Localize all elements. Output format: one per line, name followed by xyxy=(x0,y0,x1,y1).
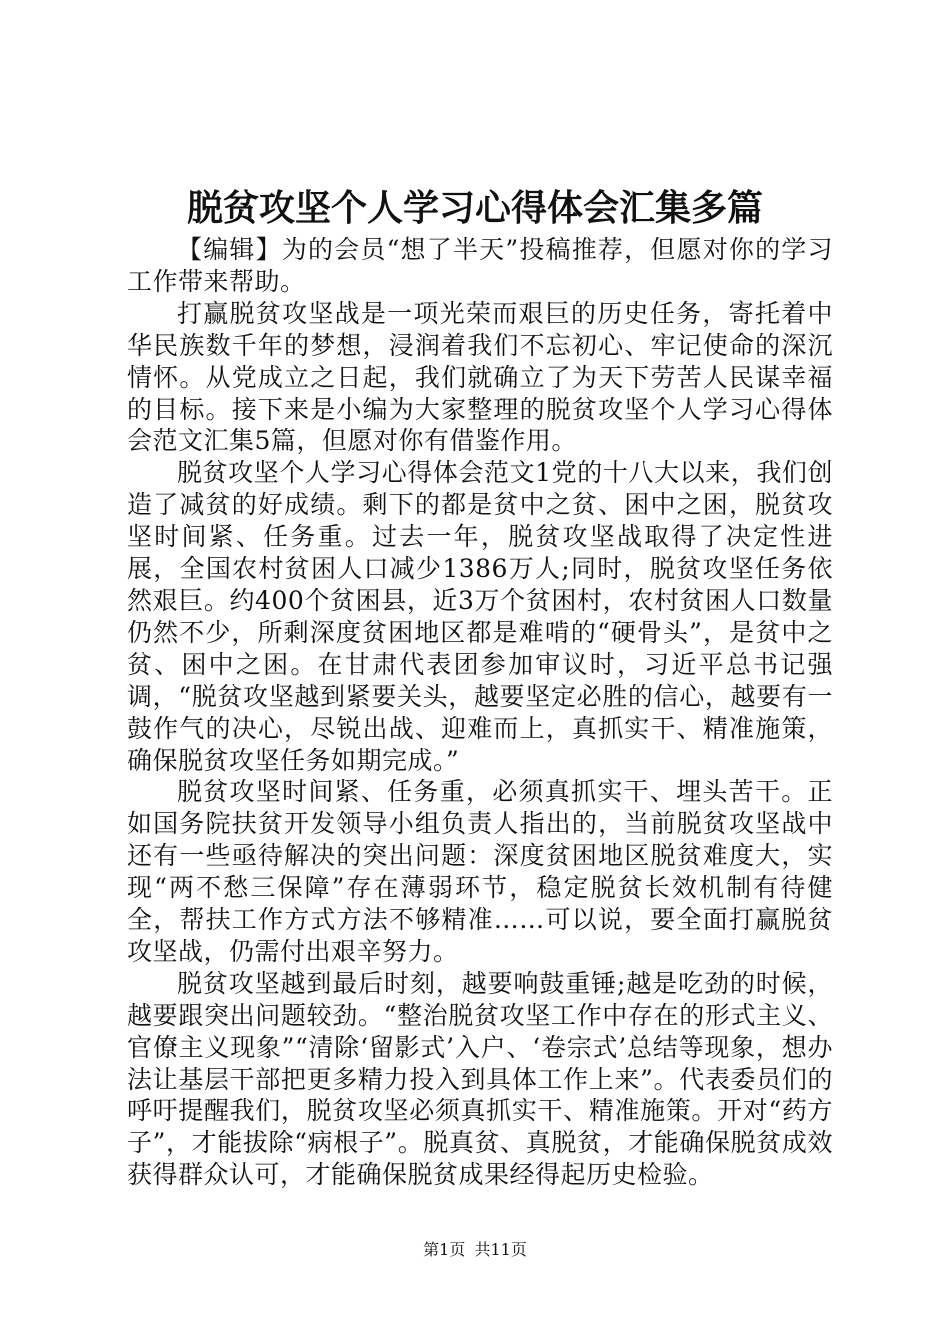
document-body xyxy=(127,234,833,1191)
paragraph-body-3: 脱贫攻坚越到最后时刻，越要响鼓重锤;越是吃劲的时候，越要跟突出问题较劲。“整治脱贫攻坚工作中存在的形式主义、官僚主义现象”“清除‘留影式’入户、‘卷宗式’总结等现象，想办法让基层干部把更多精力投入到具体工作上来”。代表委员们的呼吁提醒我们，脱贫攻坚必须真抓实干、精准施策。开对“药方子”，才能拔除“病根子”。脱真贫、真脱贫，才能确保脱贫成效获得群众认可，才能确保脱贫成果经得起历史检验。 xyxy=(127,968,833,1190)
page-total: 共11页 xyxy=(474,1240,527,1259)
document-title: 脱贫攻坚个人学习心得体会汇集多篇 xyxy=(186,187,763,229)
paragraph-editor-note: 【编辑】为的会员“想了半天”投稿推荐，但愿对你的学习工作带来帮助。 xyxy=(127,235,833,296)
paragraph-intro: 打赢脱贫攻坚战是一项光荣而艰巨的历史任务，寄托着中华民族数千年的梦想，浸润着我们不忘初心、牢记使命的深沉情怀。从党成立之日起，我们就确立了为天下劳苦人民谋幸福的目标。接下来是小编为大家整理的脱贫攻坚个人学习心得体会范文汇集5篇，但愿对你有借鉴作用。 xyxy=(127,298,833,456)
paragraph-essay-1: 脱贫攻坚个人学习心得体会范文1党的十八大以来，我们创造了减贫的好成绩。剩下的都是贫中之贫、困中之困，脱贫攻坚时间紧、任务重。过去一年，脱贫攻坚战取得了决定性进展，全国农村贫困人口减少1386万人;同时，脱贫攻坚任务依然艰巨。约400个贫困县，近3万个贫困村，农村贫困人口数量仍然不少，所剩深度贫困地区都是难啃的“硬骨头”，是贫中之贫、困中之困。在甘肃代表团参加审议时，习近平总书记强调，“脱贫攻坚越到紧要关头，越要坚定必胜的信心，越要有一鼓作气的决心，尽锐出战、迎难而上，真抓实干、精准施策，确保脱贫攻坚任务如期完成。” xyxy=(127,458,833,775)
page-footer xyxy=(0,1239,950,1261)
paragraph-body-2: 脱贫攻坚时间紧、任务重，必须真抓实干、埋头苦干。正如国务院扶贫开发领导小组负责人指出的，当前脱贫攻坚战中还有一些亟待解决的突出问题：深度贫困地区脱贫难度大，实现“两不愁三保障”存在薄弱环节，稳定脱贫长效机制有待健全，帮扶工作方式方法不够精准……可以说，要全面打赢脱贫攻坚战，仍需付出艰辛努力。 xyxy=(127,777,833,966)
page-number: 第1页 xyxy=(423,1240,466,1259)
